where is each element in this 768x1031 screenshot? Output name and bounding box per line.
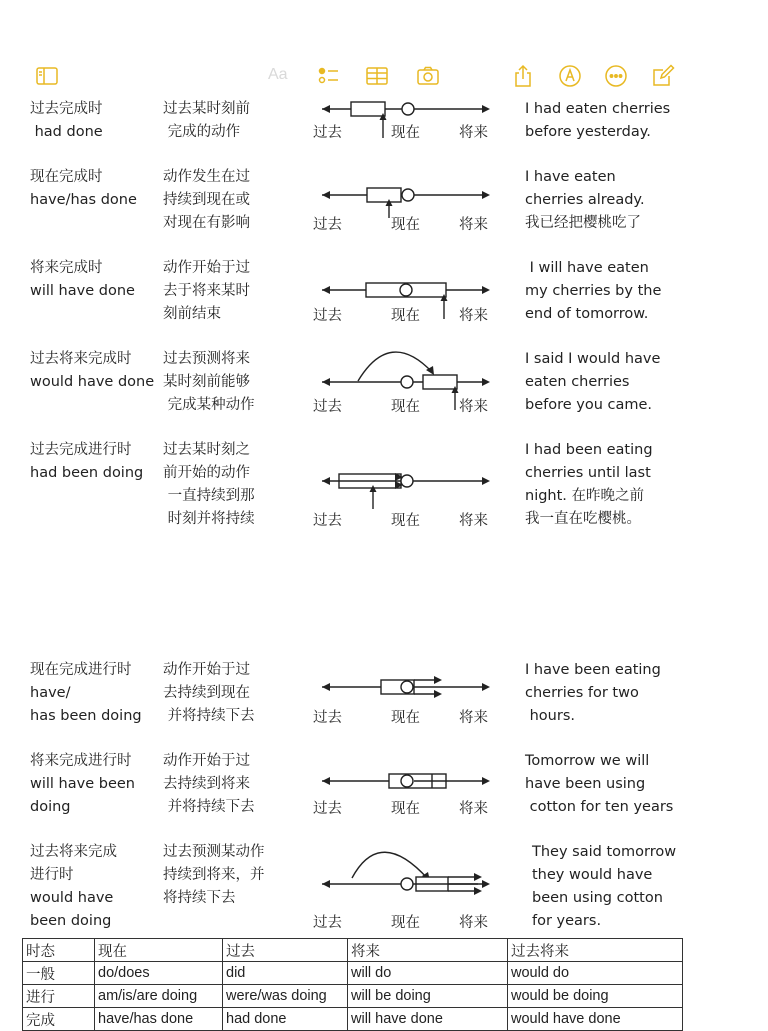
example-sentence: Tomorrow we will have been using cotton for ten years xyxy=(525,753,674,815)
table-icon[interactable] xyxy=(365,64,389,88)
axis-label-now: 现在 xyxy=(391,710,420,726)
tense-description: 动作开始于过 去持续到现在 并将持续下去 xyxy=(163,662,255,724)
table-cell: would have done xyxy=(508,1008,683,1031)
axis-label-past: 过去 xyxy=(313,217,342,233)
table-header-cell: 时态 xyxy=(23,939,95,962)
axis-label-now: 现在 xyxy=(391,513,420,529)
tense-description: 动作开始于过 去于将来某时 刻前结束 xyxy=(163,260,250,322)
tense-name: 过去将来完成时 would have done xyxy=(30,351,155,390)
axis-label-past: 过去 xyxy=(313,801,342,817)
table-row xyxy=(23,985,683,1008)
axis-label-past: 过去 xyxy=(313,915,342,931)
axis-label-now: 现在 xyxy=(391,801,420,817)
axis-label-now: 现在 xyxy=(391,217,420,233)
axis-label-future: 将来 xyxy=(459,399,488,415)
axis-label-past: 过去 xyxy=(313,125,342,141)
checklist-icon[interactable] xyxy=(317,64,341,88)
table-row xyxy=(23,962,683,985)
table-cell: will do xyxy=(348,962,508,985)
markup-icon[interactable] xyxy=(558,64,582,88)
axis-label-now: 现在 xyxy=(391,399,420,415)
axis-label-future: 将来 xyxy=(459,125,488,141)
tense-description: 过去某时刻前 完成的动作 xyxy=(163,101,250,140)
camera-icon[interactable] xyxy=(416,64,440,88)
table-cell: will be doing xyxy=(348,985,508,1008)
compose-icon[interactable] xyxy=(651,64,675,88)
tense-name: 现在完成时 have/has done xyxy=(30,169,137,208)
example-sentence: I have been eating cherries for two hours. xyxy=(525,662,661,724)
table-cell: 完成 xyxy=(23,1008,95,1031)
axis-label-future: 将来 xyxy=(459,513,488,529)
axis-label-past: 过去 xyxy=(313,399,342,415)
axis-label-now: 现在 xyxy=(391,308,420,324)
axis-label-future: 将来 xyxy=(459,308,488,324)
tense-name: 将来完成时 will have done xyxy=(30,260,135,299)
tense-name: 过去完成进行时 had been doing xyxy=(30,442,144,481)
table-cell: were/was doing xyxy=(223,985,348,1008)
sidebar-icon[interactable] xyxy=(35,64,59,88)
example-sentence: I had been eating cherries until last night. 在昨晚之前 我一直在吃樱桃。 xyxy=(525,442,653,527)
tense-name: 将来完成进行时 will have been doing xyxy=(30,753,135,815)
axis-label-past: 过去 xyxy=(313,308,342,324)
share-icon[interactable] xyxy=(511,64,535,88)
table-cell: am/is/are doing xyxy=(95,985,223,1008)
tense-name: 过去完成时 had done xyxy=(30,101,103,140)
axis-label-future: 将来 xyxy=(459,710,488,726)
timeline-diagram xyxy=(310,439,510,569)
tense-description: 动作开始于过 去持续到将来 并将持续下去 xyxy=(163,753,255,815)
axis-label-now: 现在 xyxy=(391,125,420,141)
table-cell: do/does xyxy=(95,962,223,985)
tense-summary-table xyxy=(22,938,683,1031)
axis-label-future: 将来 xyxy=(459,801,488,817)
example-sentence: I will have eaten my cherries by the end of tomorrow. xyxy=(525,260,662,322)
axis-label-future: 将来 xyxy=(459,217,488,233)
tense-name: 过去将来完成 进行时 would have been doing xyxy=(30,844,117,929)
table-header-cell: 过去 xyxy=(223,939,348,962)
table-header-cell: 现在 xyxy=(95,939,223,962)
tense-description: 过去预测某动作 持续到将来，并 将持续下去 xyxy=(163,844,265,906)
example-sentence: I have eaten cherries already. 我已经把樱桃吃了 xyxy=(525,169,645,231)
example-sentence: They said tomorrow they would have been using cotton for years. xyxy=(532,844,677,929)
table-row xyxy=(23,1008,683,1031)
table-header-cell: 过去将来 xyxy=(508,939,683,962)
table-cell: did xyxy=(223,962,348,985)
tense-name: 现在完成进行时 have/ has been doing xyxy=(30,662,142,724)
example-sentence: I said I would have eaten cherries before you came. xyxy=(525,351,661,413)
more-icon[interactable] xyxy=(604,64,628,88)
axis-label-future: 将来 xyxy=(459,915,488,931)
table-cell: have/has done xyxy=(95,1008,223,1031)
example-sentence: I had eaten cherries before yesterday. xyxy=(525,101,671,140)
table-cell: 一般 xyxy=(23,962,95,985)
table-cell: would be doing xyxy=(508,985,683,1008)
table-header-row xyxy=(23,939,683,962)
table-cell: would do xyxy=(508,962,683,985)
table-cell: had done xyxy=(223,1008,348,1031)
format-text-button[interactable]: Aa xyxy=(268,66,288,83)
table-cell: 进行 xyxy=(23,985,95,1008)
tense-description: 过去某时刻之 前开始的动作 一直持续到那 时刻并将持续 xyxy=(163,442,255,527)
tense-description: 动作发生在过 持续到现在或 对现在有影响 xyxy=(163,169,250,231)
axis-label-past: 过去 xyxy=(313,513,342,529)
tense-description: 过去预测将来 某时刻前能够 完成某种动作 xyxy=(163,351,255,413)
table-header-cell: 将来 xyxy=(348,939,508,962)
axis-label-now: 现在 xyxy=(391,915,420,931)
axis-label-past: 过去 xyxy=(313,710,342,726)
table-cell: will have done xyxy=(348,1008,508,1031)
